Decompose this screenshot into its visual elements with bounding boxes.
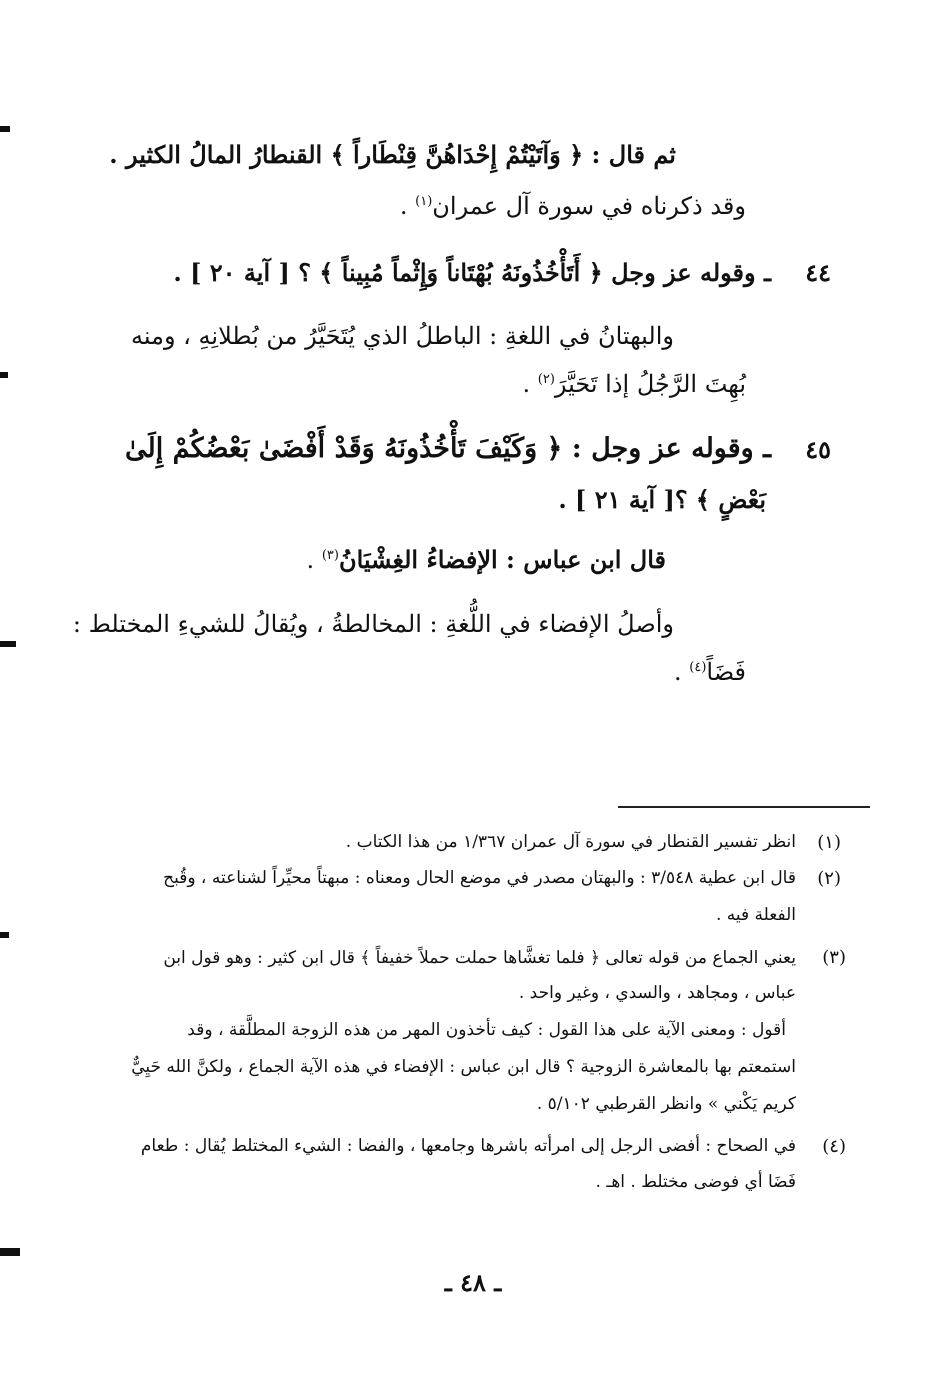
item-number: ٤٤ bbox=[805, 258, 831, 287]
footnote-line: يعني الجماع من قوله تعالى ﴿ فلما تغشَّاها حملت حملاً خفيفاً ﴾ قال ابن كثير : وهو قول ابن bbox=[163, 948, 796, 968]
text-span: وقد ذكرناه في سورة آل عمران bbox=[432, 192, 746, 220]
footnote-line: الفعلة فيه . bbox=[715, 905, 796, 925]
text-span: بُهِتَ الرَّجُلُ إذا تَحَيَّرَ bbox=[554, 370, 746, 398]
footnote-number: (٢) bbox=[817, 868, 841, 889]
page-number: ـ ٤٨ ـ bbox=[444, 1268, 502, 1297]
text-span: ـ وقوله عز وجل ﴿ أَتَأْخُذُونَهُ بُهْتَاناً وَإِثْماً مُبِيناً ﴾ ؟ [ آية ٢٠ ] . bbox=[173, 258, 771, 287]
footnote-separator bbox=[618, 806, 870, 808]
scan-edge-mark bbox=[0, 641, 16, 647]
footnote-line: استمعتم بها بالمعاشرة الزوجية ؟ قال ابن عباس : الإفضاء في هذه الآية الجماع ، ولكنَّ الله حَيِيٌّ bbox=[131, 1057, 796, 1077]
footnote-line: أقول : ومعنى الآية على هذا القول : كيف تأخذون المهر من هذه الزوجة المطلَّقة ، وقد bbox=[187, 1020, 786, 1040]
text-span: قال ابن عباس : الإفضاءُ الغِشْيَانُ bbox=[338, 545, 666, 574]
text-span: وأصلُ الإفضاء في اللُّغةِ : المخالطةُ ، ويُقالُ للشيءِ المختلط : bbox=[72, 610, 674, 638]
body-line bbox=[131, 322, 674, 350]
footnote-number: (١) bbox=[817, 832, 841, 853]
footnote-line: عباس ، ومجاهد ، والسدي ، وغير واحد . bbox=[518, 983, 796, 1003]
body-line bbox=[674, 658, 746, 686]
footnote-line: في الصحاح : أفضى الرجل إلى امرأته باشرها وجامعها ، والفضا : الشيء المختلط يُقال : طعام bbox=[140, 1136, 796, 1156]
scan-edge-mark bbox=[0, 126, 10, 132]
footnote-number: (٣) bbox=[822, 947, 846, 968]
body-line bbox=[307, 545, 666, 574]
body-line bbox=[558, 485, 766, 514]
text-span: . bbox=[306, 546, 322, 574]
footnote-line: انظر تفسير القنطار في سورة آل عمران ١/٣٦٧ من هذا الكتاب . bbox=[345, 832, 796, 852]
footnote-line: قال ابن عطية ٣/٥٤٨ : والبهتان مصدر في موضع الحال ومعناه : مبهتاً محيِّراً لشناعته ، وقُبح bbox=[163, 868, 796, 888]
text-span: ثم قال : ﴿ وَآتَيْتُمْ إِحْدَاهُنَّ قِنْطَاراً ﴾ القنطارُ المالُ الكثير . bbox=[109, 140, 676, 169]
footnote-ref: (٤) bbox=[689, 660, 707, 675]
scan-edge-mark bbox=[0, 372, 8, 378]
footnote-line: فَضَا أي فوضى مختلط . اهـ . bbox=[595, 1172, 796, 1192]
text-span: بَعْضٍ ﴾ ؟[ آية ٢١ ] . bbox=[558, 485, 766, 514]
body-line bbox=[109, 140, 676, 169]
footnote-line: كريم يَكْني » وانظر القرطبي ٥/١٠٢ . bbox=[536, 1094, 796, 1114]
footnote-ref: (٢) bbox=[537, 372, 555, 387]
body-line bbox=[125, 433, 771, 464]
text-span: والبهتانُ في اللغةِ : الباطلُ الذي يُتَحَيَّرُ من بُطلانِهِ ، ومنه bbox=[130, 322, 674, 350]
text-span: . bbox=[399, 192, 416, 220]
scan-edge-mark bbox=[0, 932, 9, 938]
text-span: . bbox=[673, 658, 690, 686]
footnote-ref: (١) bbox=[415, 194, 433, 209]
text-span: فَضَاً bbox=[706, 658, 746, 686]
body-line bbox=[73, 610, 674, 638]
text-span: . bbox=[522, 370, 538, 398]
text-span: ـ وقوله عز وجل : ﴿ وَكَيْفَ تَأْخُذُونَهُ وَقَدْ أَفْضَىٰ بَعْضُكُمْ إِلَىٰ bbox=[124, 433, 771, 464]
scan-edge-mark bbox=[0, 1248, 20, 1256]
body-line bbox=[173, 258, 771, 287]
body-line bbox=[522, 370, 746, 398]
item-number: ٤٥ bbox=[805, 435, 831, 464]
body-line bbox=[400, 192, 746, 220]
footnote-ref: (٣) bbox=[321, 548, 339, 563]
footnote-number: (٤) bbox=[822, 1136, 846, 1157]
